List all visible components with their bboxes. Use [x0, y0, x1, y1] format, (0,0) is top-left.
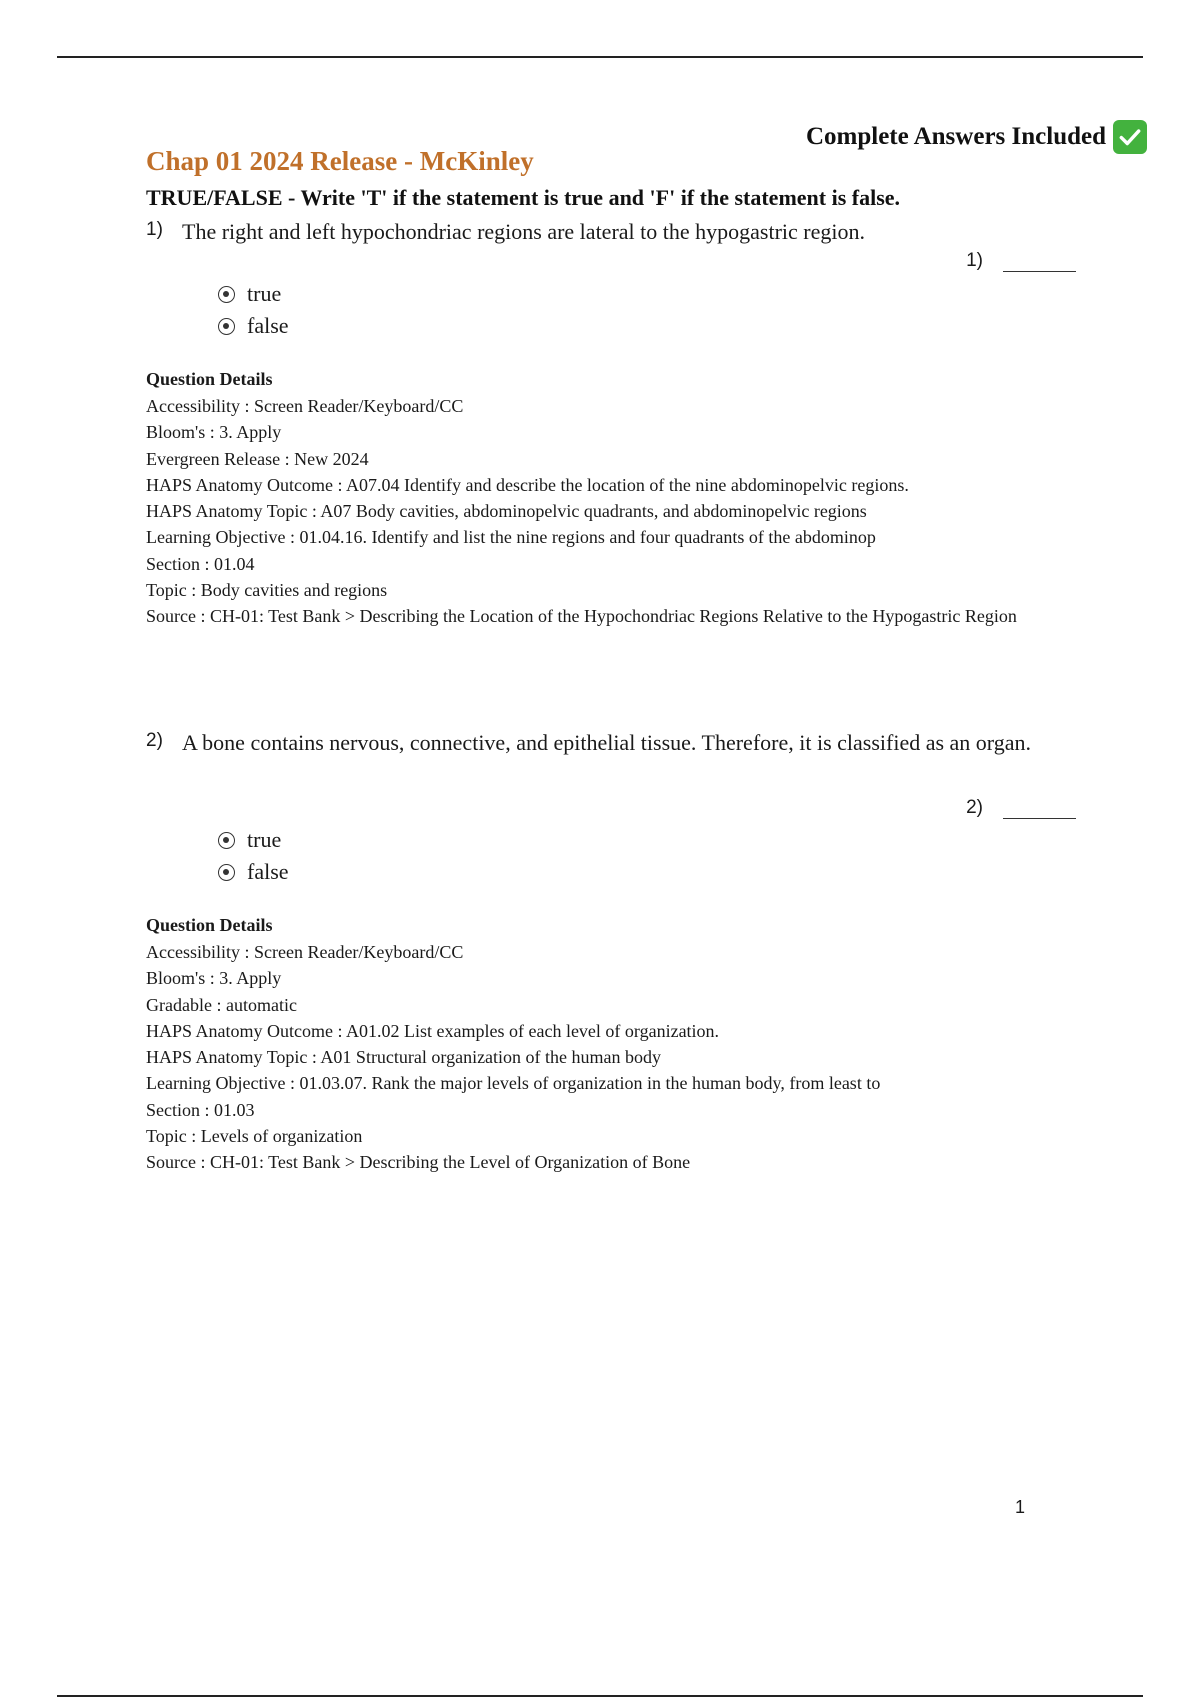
page-number: 1: [1015, 1497, 1026, 1517]
answers-badge: [806, 120, 1147, 154]
option-label: false: [247, 859, 289, 884]
answer-field: [966, 797, 1076, 819]
answer-blank[interactable]: [1003, 253, 1076, 272]
option-label: true: [247, 281, 282, 306]
question-1: [146, 216, 1076, 627]
detail-source: Source : CH-01: Test Bank > Describing the Level of Organization of Bone: [146, 1152, 691, 1173]
question-text: The right and left hypochondriac regions are lateral to the hypogastric region.: [182, 219, 865, 244]
option-true[interactable]: [218, 824, 289, 856]
detail-blooms: Bloom's : 3. Apply: [146, 422, 282, 443]
detail-section: Section : 01.04: [146, 553, 255, 574]
details-heading: Question Details: [146, 369, 273, 389]
answer-number: 1): [966, 250, 983, 271]
question-2: [146, 727, 1076, 1173]
answer-options: [218, 824, 289, 888]
answer-field: [966, 250, 1076, 272]
detail-source: Source : CH-01: Test Bank > Describing the Location of the Hypochondriac Regions Relative to the Hypogastric Region: [146, 606, 1017, 627]
detail-haps-outcome: HAPS Anatomy Outcome : A01.02 List examples of each level of organization.: [146, 1020, 720, 1041]
option-true[interactable]: [218, 278, 289, 310]
radio-icon: [218, 864, 235, 881]
option-label: true: [247, 827, 282, 852]
radio-icon: [218, 286, 235, 303]
detail-blooms: Bloom's : 3. Apply: [146, 968, 282, 989]
check-mark-icon: [1113, 120, 1147, 154]
detail-accessibility: Accessibility : Screen Reader/Keyboard/CC: [146, 942, 464, 962]
detail-haps-topic: HAPS Anatomy Topic : A01 Structural organization of the human body: [146, 1047, 662, 1068]
option-false[interactable]: [218, 310, 289, 342]
answer-blank[interactable]: [1003, 800, 1076, 819]
question-number: 2): [146, 730, 163, 751]
detail-learning-objective: Learning Objective : 01.04.16. Identify and list the nine regions and four quadrants of the abdominop: [146, 527, 876, 548]
option-label: false: [247, 313, 289, 338]
detail-topic: Topic : Levels of organization: [146, 1126, 363, 1147]
badge-text: Complete Answers Included: [805, 123, 1106, 150]
bottom-rule: [57, 1695, 1143, 1697]
question-number: 1): [146, 219, 163, 240]
detail-accessibility: Accessibility : Screen Reader/Keyboard/CC: [146, 396, 464, 416]
detail-haps-topic: HAPS Anatomy Topic : A07 Body cavities, abdominopelvic quadrants, and abdominopelvic regions: [146, 501, 867, 522]
detail-learning-objective: Learning Objective : 01.03.07. Rank the major levels of organization in the human body, from least to: [146, 1073, 881, 1094]
detail-section: Section : 01.03: [146, 1099, 255, 1120]
detail-topic: Topic : Body cavities and regions: [146, 580, 388, 601]
question-details: [146, 369, 1076, 630]
answer-number: 2): [966, 797, 983, 818]
detail-haps-outcome: HAPS Anatomy Outcome : A07.04 Identify and describe the location of the nine abdominopelvic regions.: [146, 474, 909, 495]
top-rule: [57, 56, 1143, 58]
question-details: [146, 915, 1076, 1176]
detail-gradable: Gradable : automatic: [146, 994, 297, 1015]
answer-options: [218, 278, 289, 342]
details-heading: Question Details: [146, 915, 273, 935]
document-title: Chap 01 2024 Release - McKinley: [146, 146, 534, 176]
question-text: A bone contains nervous, connective, and epithelial tissue. Therefore, it is classified as an organ.: [182, 730, 1031, 755]
option-false[interactable]: [218, 856, 289, 888]
detail-evergreen-release: Evergreen Release : New 2024: [146, 448, 369, 469]
radio-icon: [218, 318, 235, 335]
instructions: TRUE/FALSE - Write 'T' if the statement is true and 'F' if the statement is false.: [146, 185, 901, 210]
radio-icon: [218, 832, 235, 849]
